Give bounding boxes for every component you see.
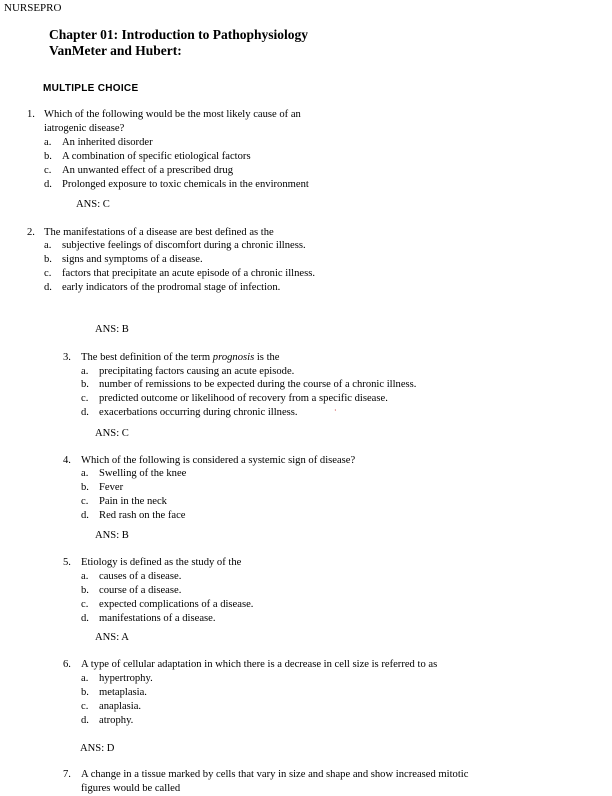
question-stem: Etiology is defined as the study of the xyxy=(81,557,242,568)
option-text: subjective feelings of discomfort during a chronic illness. xyxy=(62,240,306,251)
option-letter: c. xyxy=(81,701,89,712)
option-letter: a. xyxy=(44,240,52,251)
option-letter: d. xyxy=(44,282,52,293)
question-stem: figures would be called xyxy=(81,783,181,794)
option-d xyxy=(81,509,185,523)
option-text: atrophy. xyxy=(99,715,134,726)
option-letter: a. xyxy=(81,366,89,377)
stem-text: is the xyxy=(254,352,280,363)
option-text: factors that precipitate an acute episode of a chronic illness. xyxy=(62,268,315,279)
question-stem: Which of the following is considered a systemic sign of disease? xyxy=(81,455,356,466)
option-letter: c. xyxy=(44,268,52,279)
option-b xyxy=(44,150,251,164)
option-letter: a. xyxy=(81,468,89,479)
option-c xyxy=(81,598,253,612)
stray-mark: · xyxy=(334,406,337,415)
option-c xyxy=(44,267,315,281)
option-d xyxy=(81,612,216,626)
option-c xyxy=(81,392,388,406)
brand-label: NURSEPRO xyxy=(4,2,62,14)
option-text: hypertrophy. xyxy=(99,673,153,684)
option-text: Fever xyxy=(99,482,124,493)
option-letter: c. xyxy=(81,599,89,610)
option-b xyxy=(81,378,416,392)
option-a xyxy=(81,570,181,584)
option-b xyxy=(81,481,123,495)
option-a xyxy=(81,672,153,686)
answer-key: ANS: A xyxy=(95,632,129,643)
option-c xyxy=(81,495,167,509)
option-letter: b. xyxy=(81,379,89,390)
option-letter: d. xyxy=(81,510,89,521)
option-text: precipitating factors causing an acute episode. xyxy=(99,366,295,377)
option-text: Swelling of the knee xyxy=(99,468,187,479)
option-letter: b. xyxy=(81,687,89,698)
option-text: metaplasia. xyxy=(99,687,147,698)
option-letter: b. xyxy=(81,482,89,493)
option-a xyxy=(44,239,306,253)
question-stem: A change in a tissue marked by cells that vary in size and shape and show increased mitotic xyxy=(81,769,469,780)
stem-term: prognosis xyxy=(212,352,255,363)
option-b xyxy=(81,686,147,700)
option-letter: c. xyxy=(81,393,89,404)
option-a xyxy=(81,467,186,481)
option-text: causes of a disease. xyxy=(99,571,182,582)
option-d xyxy=(44,178,309,192)
option-text: An unwanted effect of a prescribed drug xyxy=(62,165,233,176)
option-d xyxy=(81,406,298,420)
option-letter: d. xyxy=(81,407,89,418)
option-text: exacerbations occurring during chronic illness. xyxy=(99,407,298,418)
answer-key: ANS: C xyxy=(95,428,129,439)
question-number: 2. xyxy=(27,227,35,238)
option-text: Prolonged exposure to toxic chemicals in the environment xyxy=(62,179,309,190)
option-a xyxy=(81,365,294,379)
option-letter: a. xyxy=(81,673,89,684)
question-number: 7. xyxy=(63,769,71,780)
option-text: signs and symptoms of a disease. xyxy=(62,254,203,265)
option-d xyxy=(44,281,280,295)
option-d xyxy=(81,714,133,728)
question-stem xyxy=(81,351,280,365)
option-text: expected complications of a disease. xyxy=(99,599,254,610)
option-b xyxy=(81,584,181,598)
option-text: A combination of specific etiological factors xyxy=(62,151,251,162)
option-letter: a. xyxy=(44,137,52,148)
chapter-authors: VanMeter and Hubert: xyxy=(49,43,182,58)
option-letter: d. xyxy=(81,715,89,726)
question-number: 3. xyxy=(63,352,71,363)
question-number: 5. xyxy=(63,557,71,568)
question-stem: The manifestations of a disease are best defined as the xyxy=(44,227,274,238)
option-letter: c. xyxy=(81,496,89,507)
option-text: number of remissions to be expected during the course of a chronic illness. xyxy=(99,379,417,390)
option-text: manifestations of a disease. xyxy=(99,613,216,624)
chapter-title: Chapter 01: Introduction to Pathophysiology xyxy=(49,27,309,42)
option-letter: d. xyxy=(81,613,89,624)
option-letter: b. xyxy=(44,254,52,265)
answer-key: ANS: D xyxy=(80,743,115,754)
option-letter: b. xyxy=(81,585,89,596)
option-a xyxy=(44,136,153,150)
option-text: Red rash on the face xyxy=(99,510,186,521)
question-number: 6. xyxy=(63,659,71,670)
question-stem: A type of cellular adaptation in which there is a decrease in cell size is referred to as xyxy=(81,659,438,670)
option-c xyxy=(44,164,233,178)
option-letter: a. xyxy=(81,571,89,582)
section-heading: MULTIPLE CHOICE xyxy=(43,83,139,94)
option-letter: d. xyxy=(44,179,52,190)
option-b xyxy=(44,253,203,267)
question-number: 1. xyxy=(27,109,35,120)
option-letter: b. xyxy=(44,151,52,162)
question-stem: Which of the following would be the most likely cause of an xyxy=(44,109,301,120)
question-number: 4. xyxy=(63,455,71,466)
question-stem: iatrogenic disease? xyxy=(44,123,125,134)
answer-key: ANS: C xyxy=(76,199,110,210)
stem-text: The best definition of the term xyxy=(81,352,213,363)
option-text: Pain in the neck xyxy=(99,496,167,507)
option-text: predicted outcome or likelihood of recovery from a specific disease. xyxy=(99,393,388,404)
option-letter: c. xyxy=(44,165,52,176)
option-text: anaplasia. xyxy=(99,701,142,712)
option-c xyxy=(81,700,141,714)
answer-key: ANS: B xyxy=(95,530,129,541)
option-text: course of a disease. xyxy=(99,585,182,596)
option-text: An inherited disorder xyxy=(62,137,153,148)
option-text: early indicators of the prodromal stage of infection. xyxy=(62,282,281,293)
answer-key: ANS: B xyxy=(95,324,129,335)
